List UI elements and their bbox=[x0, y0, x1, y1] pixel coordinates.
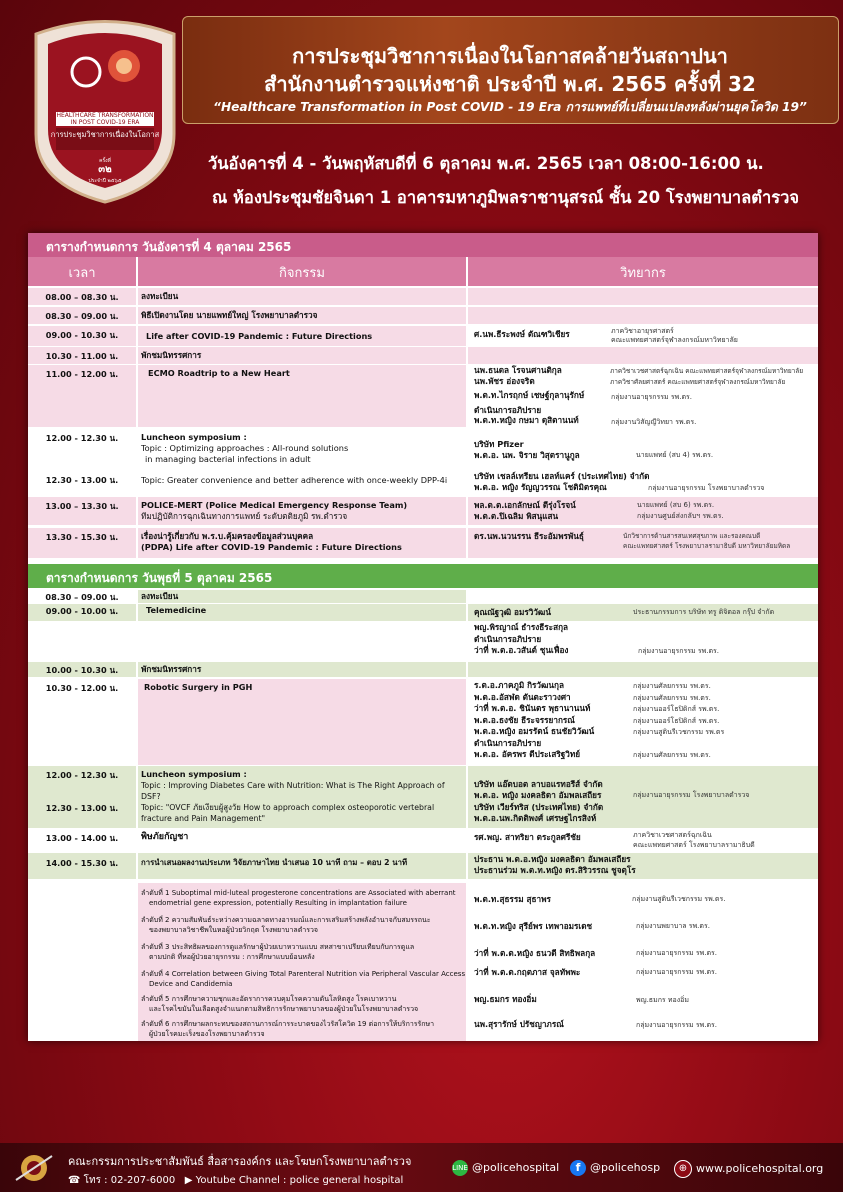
speaker-note: คณะแพทยศาสตร์ โรงพยาบาลรามาธิบดี bbox=[633, 841, 755, 849]
conference-logo bbox=[26, 14, 184, 204]
speaker-note: กลุ่มงานศัลยกรรม รพ.ตร. bbox=[633, 682, 711, 690]
logo-line4: ครั้งที่ bbox=[99, 158, 111, 164]
row-activity: POLICE-MERT (Police Medical Emergency Response Team) bbox=[141, 500, 408, 510]
logo-num: ๓๒ bbox=[98, 164, 112, 175]
youtube-icon: ▶ bbox=[184, 1175, 193, 1186]
list-item bbox=[28, 992, 818, 1016]
paper-title: Device and Candidemia bbox=[149, 979, 233, 988]
table-row bbox=[28, 662, 818, 677]
speaker-note: กลุ่มงานอายุรกรรม รพ.ตร. bbox=[636, 949, 717, 957]
speaker-note: นักวิชาการด้านสารสนเทศสุขภาพ และรองคณบดี bbox=[623, 532, 761, 540]
day2-header bbox=[28, 564, 818, 588]
row-activity: ลงทะเบียน bbox=[141, 291, 179, 301]
footer-youtube[interactable]: Youtube Channel : police general hospital bbox=[195, 1175, 404, 1186]
speaker-note: กลุ่มงานอายุรกรรม รพ.ตร. bbox=[636, 1021, 717, 1029]
row-time: 08.30 – 09.00 น. bbox=[45, 592, 119, 602]
table-row bbox=[28, 288, 818, 305]
table-row bbox=[28, 471, 818, 495]
row-time: 08.00 – 08.30 น. bbox=[45, 292, 119, 302]
conference-title: การประชุมวิชาการเนื่องในโอกาสคล้ายวันสถาปนา bbox=[292, 44, 728, 68]
row-time: 12.30 - 13.00 น. bbox=[45, 803, 119, 813]
speaker-note: กลุ่มงานอายุรกรรม รพ.ตร. bbox=[638, 647, 719, 655]
list-item bbox=[28, 940, 818, 964]
speaker-note: กลุ่มงานอายุรกรรม โรงพยาบาลตำรวจ bbox=[633, 791, 750, 799]
row-activity: Topic: "OVCF ภัยเงียบผู้สูงวัย How to approach complex osteoporotic vertebral bbox=[141, 803, 435, 812]
footer-facebook[interactable] bbox=[570, 1160, 660, 1176]
speaker-name: ร.ต.อ.ภาคภูมิ กิรวัฒนกุล bbox=[474, 680, 564, 690]
speaker-name: พ.ต.ต.ปิเฉลิม พิสนุแสน bbox=[474, 511, 559, 521]
paper-title: ลำดับที่ 5 การศึกษาความชุกและอัตราการควบคุมโรคความดันโลหิตสูง โรคเบาหวาน bbox=[141, 995, 397, 1003]
row-activity: Luncheon symposium : bbox=[141, 432, 247, 442]
speaker-note: พญ.ธมกร ทองอิ่ม bbox=[636, 996, 689, 1004]
col-speaker: วิทยากร bbox=[468, 257, 818, 286]
moderator-label: ดำเนินการอภิปราย bbox=[474, 633, 542, 644]
speaker-name: นพ.พัชร อ่องจริต bbox=[474, 375, 535, 386]
speaker-note: นายแพทย์ (สบ 4) รพ.ตร. bbox=[636, 451, 714, 459]
hospital-emblem-icon bbox=[14, 1150, 54, 1186]
list-item bbox=[28, 886, 818, 910]
speaker-note: นายแพทย์ (สบ 6) รพ.ตร. bbox=[637, 501, 715, 509]
paper-title: endometrial gene expression, potentially Resulting in implantation failure bbox=[149, 898, 407, 907]
moderator-label: ดำเนินการอภิปราย bbox=[474, 404, 542, 415]
globe-icon: ⊕ bbox=[674, 1160, 692, 1178]
table-row bbox=[28, 679, 818, 765]
speaker-name: ว่าที่ พ.ต.อ.วสันต์ ชุนเฟื่อง bbox=[474, 645, 569, 655]
speaker-name: พ.ต.ท.หญิง กษมา ดุสิตานนท์ bbox=[474, 415, 579, 425]
table-row bbox=[28, 853, 818, 879]
speaker-note: กลุ่มงานออร์โธปิดิกส์ รพ.ตร. bbox=[633, 705, 720, 713]
table-row bbox=[28, 307, 818, 324]
table-row bbox=[28, 766, 818, 828]
row-activity: Robotic Surgery in PGH bbox=[144, 682, 253, 692]
table-row bbox=[28, 497, 818, 525]
row-time: 10.30 - 12.00 น. bbox=[45, 683, 119, 693]
conference-theme: “Healthcare Transformation in Post COVID - 19 Era การแพทย์ที่เปลี่ยนแปลงหลังผ่านยุคโควิด 19” bbox=[213, 100, 807, 114]
footer-line-handle[interactable]: @policehospital bbox=[472, 1161, 560, 1174]
row-time: 12.00 - 12.30 น. bbox=[45, 433, 119, 443]
day1-column-headers bbox=[28, 257, 818, 286]
speaker-note: กลุ่มงานพยาบาล รพ.ตร. bbox=[636, 922, 710, 930]
row-time: 13.30 - 15.30 น. bbox=[45, 532, 119, 542]
logo-line3: การประชุมวิชาการเนื่องในโอกาส bbox=[50, 130, 160, 139]
paper-title: ตามปกติ ที่หอผู้ป่วยอายุรกรรม : การศึกษาแบบย้อนหลัง bbox=[149, 952, 315, 961]
row-time: 08.30 – 09.00 น. bbox=[45, 311, 119, 321]
schedule-panel bbox=[28, 233, 818, 1041]
speaker-name: พญ.ธมกร ทองอิ่ม bbox=[474, 994, 537, 1004]
table-row bbox=[28, 829, 818, 851]
paper-title: ลำดับที่ 4 Correlation between Giving Total Parenteral Nutrition via Peripheral Vascular Access bbox=[141, 970, 466, 978]
footer-org: คณะกรรมการประชาสัมพันธ์ สื่อสารองค์กร และโฆษกโรงพยาบาลตำรวจ bbox=[68, 1155, 412, 1168]
row-activity: พักชมนิทรรศการ bbox=[141, 350, 202, 360]
table-row bbox=[28, 604, 818, 621]
row-activity: พักชมนิทรรศการ bbox=[141, 664, 202, 674]
speaker-name: นพ.ธนดล โรจนศานติกุล bbox=[474, 365, 562, 375]
speaker-name: ประธาน พ.ต.อ.หญิง มงคลธิดา อัมพลเสถียร bbox=[474, 854, 631, 864]
event-venue: ณ ห้องประชุมชัยจินดา 1 อาคารมหาภูมิพลราชานุสรณ์ ชั้น 20 โรงพยาบาลตำรวจ bbox=[212, 188, 800, 207]
day1-header bbox=[28, 233, 818, 257]
row-activity-detail: Topic : Improving Diabetes Care with Nutrition: What is The Right Approach of DSF? bbox=[141, 781, 445, 801]
row-activity-detail: ทีมปฏิบัติการฉุกเฉินทางการแพทย์ ระดับตติยภูมิ รพ.ตำรวจ bbox=[141, 511, 348, 521]
row-activity: Life after COVID-19 Pandemic : Future Directions bbox=[146, 331, 373, 341]
speaker-name: บริษัท เวียร์ทริส (ประเทศไทย) จำกัด bbox=[474, 802, 604, 812]
footer-contact bbox=[68, 1173, 403, 1188]
speaker-note: กลุ่มงานอายุรกรรม รพ.ตร. bbox=[636, 968, 717, 976]
row-time: 10.30 - 11.00 น. bbox=[45, 351, 119, 361]
speaker-name: พ.ต.อ.นพ.กิตติพงศ์ เศรษฐไกรสิงห์ bbox=[474, 813, 597, 823]
row-activity: Topic: Greater convenience and better adherence with once-weekly DPP-4i bbox=[141, 475, 448, 485]
conference-subtitle: สำนักงานตำรวจแห่งชาติ ประจำปี พ.ศ. 2565 ครั้งที่ 32 bbox=[264, 72, 756, 96]
speaker-name: ดร.นพ.นวนรรน ธีระอัมพรพันธุ์ bbox=[474, 531, 584, 541]
speaker-name: พล.ต.ต.เอกลักษณ์ ดีรุ่งโรจน์ bbox=[474, 500, 576, 510]
speaker-note: กลุ่มงานศูนย์ส่งกลับฯ รพ.ตร. bbox=[637, 512, 724, 520]
facebook-icon: f bbox=[570, 1160, 586, 1176]
speaker-name: บริษัท Pfizer bbox=[474, 439, 524, 449]
table-row bbox=[28, 326, 818, 346]
event-date: วันอังคารที่ 4 - วันพฤหัสบดีที่ 6 ตุลาคม พ.ศ. 2565 เวลา 08:00-16:00 น. bbox=[208, 154, 764, 173]
speaker-name: บริษัท เชลล์เทรียน เฮลท์แคร์ (ประเทศไทย) จำกัด bbox=[474, 471, 650, 481]
list-item bbox=[28, 913, 818, 937]
speaker-note: กลุ่มงานอายุรกรรม รพ.ตร. bbox=[611, 393, 692, 401]
row-activity: ลงทะเบียน bbox=[141, 591, 179, 601]
row-activity: ECMO Roadtrip to a New Heart bbox=[148, 368, 290, 378]
speaker-note: ภาควิชาเวชศาสตร์ฉุกเฉิน bbox=[633, 831, 712, 839]
row-time: 11.00 - 12.00 น. bbox=[45, 369, 119, 379]
row-activity-detail: in managing bacterial infections in adult bbox=[145, 454, 311, 464]
logo-line1: HEALTHCARE TRANSFORMATION bbox=[56, 112, 154, 119]
row-time: 10.00 - 10.30 น. bbox=[45, 665, 119, 675]
speaker-name: พ.ต.ท.สุธรรม สุธาพร bbox=[474, 894, 551, 904]
day1-title: ตารางกำหนดการ วันอังคารที่ 4 ตุลาคม 2565 bbox=[46, 240, 292, 254]
row-activity: เรื่องน่ารู้เกี่ยวกับ พ.ร.บ.คุ้มครองข้อมูลส่วนบุคคล bbox=[141, 531, 314, 541]
speaker-note: คณะแพทยศาสตร์จุฬาลงกรณ์มหาวิทยาลัย bbox=[611, 336, 738, 344]
paper-title: ของพยาบาลวิชาชีพในหอผู้ป่วยวิกฤต โรงพยาบาลตำรวจ bbox=[149, 925, 318, 934]
footer-facebook-handle[interactable]: @policehosp bbox=[590, 1161, 661, 1174]
table-row bbox=[28, 429, 818, 469]
col-time: เวลา bbox=[28, 257, 136, 286]
logo-line5: ประจำปี ๒๕๖๕ bbox=[88, 178, 122, 184]
row-activity: Luncheon symposium : bbox=[141, 769, 247, 779]
speaker-note: กลุ่มงานวิสัญญีวิทยา รพ.ตร. bbox=[611, 418, 697, 426]
row-time: 09.00 - 10.00 น. bbox=[45, 606, 119, 616]
footer-web[interactable] bbox=[674, 1160, 823, 1178]
day2-title: ตารางกำหนดการ วันพุธที่ 5 ตุลาคม 2565 bbox=[46, 571, 273, 585]
speaker-name: ประธานร่วม พ.ต.ท.หญิง ดร.สิริวรรณ ชูจตุโร bbox=[474, 865, 636, 875]
speaker-note: ภาควิชาอายุรศาสตร์ bbox=[611, 327, 674, 335]
speaker-name: พ.ต.ท.ไกรฤกษ์ เชษฐ์กุลานุรักษ์ bbox=[474, 390, 585, 400]
paper-title: ลำดับที่ 2 ความสัมพันธ์ระหว่างความฉลาดทางอารมณ์และการเสริมสร้างพลังอำนาจกับสมรรถนะ bbox=[141, 916, 431, 924]
list-item bbox=[28, 1017, 818, 1041]
speaker-name: พ.ต.อ.หญิง อมรรัตน์ ธนชัยวิวัฒน์ bbox=[474, 726, 595, 736]
row-time: 13.00 – 13.30 น. bbox=[45, 501, 119, 511]
speaker-note: กลุ่มงานอายุรกรรม โรงพยาบาลตำรวจ bbox=[648, 484, 765, 492]
speaker-name: พ.ต.อ. หญิง รัญญวรรณ โชติมิตรคุณ bbox=[474, 482, 607, 492]
speaker-name: รศ.พญ. สาทริยา ตระกูลศรีชัย bbox=[474, 832, 581, 842]
speaker-note: ภาควิชาเวชศาสตร์ฉุกเฉิน คณะแพทยศาสตร์จุฬาลงกรณ์มหาวิทยาลัย bbox=[610, 367, 804, 375]
speaker-note: คณะแพทยศาสตร์ โรงพยาบาลรามาธิบดี มหาวิทยาลัยมหิดล bbox=[623, 542, 791, 550]
speaker-note: กลุ่มงานสูตินรีเวชกรรม รพ.ตร. bbox=[632, 895, 726, 903]
speaker-note: กลุ่มงานสูตินรีเวชกรรม รพ.ตร bbox=[633, 728, 725, 736]
table-row bbox=[28, 528, 818, 558]
row-activity-detail: Topic : Optimizing approaches : All-round solutions bbox=[141, 443, 349, 453]
list-item bbox=[28, 967, 818, 991]
row-activity: การนำเสนอผลงานประเภท วิจัยภาษาไทย นำเสนอ 10 นาที ถาม – ตอบ 2 นาที bbox=[141, 858, 408, 867]
speaker-name: ศ.นพ.ธีระพงษ์ ตัณฑวิเชียร bbox=[474, 329, 570, 339]
row-time: 09.00 - 10.30 น. bbox=[45, 330, 119, 340]
footer-phone: โทร : 02-207-6000 bbox=[83, 1175, 176, 1186]
paper-title: ลำดับที่ 1 Suboptimal mid-luteal progesterone concentrations are Associated with aberrant bbox=[141, 889, 456, 897]
row-activity: พิธีเปิดงานโดย นายแพทย์ใหญ่ โรงพยาบาลตำรวจ bbox=[141, 310, 318, 320]
paper-title: และโรคไขมันในเลือดสูงจำแนกตามสิทธิการรักษาพยาบาลของผู้ป่วยในโรงพยาบาลตำรวจ bbox=[149, 1004, 419, 1013]
paper-title: ผู้ป่วยโรคมะเร็งของโรงพยาบาลตำรวจ bbox=[149, 1029, 265, 1038]
speaker-note: ประธานกรรมการ บริษัท ทรู ดิจิตอล กรุ๊ป จำกัด bbox=[633, 608, 775, 616]
table-row bbox=[28, 622, 818, 660]
row-activity-detail: (PDPA) Life after COVID-19 Pandemic : Future Directions bbox=[141, 542, 402, 552]
speaker-name: พ.ต.อ. อัครพร ดีประเสริฐวิทย์ bbox=[474, 749, 581, 759]
line-icon: LINE bbox=[452, 1160, 468, 1176]
footer-line[interactable] bbox=[452, 1160, 559, 1176]
table-row bbox=[28, 590, 818, 603]
speaker-name: พ.ต.อ. นพ. จิราย วิสุตรานูกูล bbox=[474, 450, 580, 460]
row-activity: พิษภัยกัญชา bbox=[141, 832, 189, 842]
speaker-name: คุณณัฐวุฒิ อมรวิวัฒน์ bbox=[474, 607, 551, 617]
speaker-note: กลุ่มงานศัลยกรรม รพ.ตร. bbox=[633, 693, 711, 702]
speaker-name: พ.ต.ท.หญิง สุรีย์พร เทพาอมรเดช bbox=[474, 921, 593, 931]
speaker-name: ว่าที่ พ.ต.ต.กฤตภาส จุลทัพพะ bbox=[474, 967, 581, 977]
moderator-label: ดำเนินการอภิปราย bbox=[474, 737, 542, 748]
footer-website[interactable]: www.policehospital.org bbox=[696, 1162, 824, 1175]
speaker-name: พ.ต.อ. หญิง มงคลธิดา อัมพลเสถียร bbox=[474, 790, 602, 800]
row-time: 14.00 - 15.30 น. bbox=[45, 858, 119, 868]
phone-icon: ☎ bbox=[68, 1175, 81, 1186]
paper-title: ลำดับที่ 6 การศึกษาผลกระทบของสถานการณ์การระบาดของไวรัสโควิด 19 ต่อการให้บริการรักษา bbox=[141, 1020, 435, 1028]
speaker-name: นพ.สุรารักษ์ ปรัชญาภรณ์ bbox=[474, 1019, 564, 1029]
table-row bbox=[28, 347, 818, 364]
paper-title: ลำดับที่ 3 ประสิทธิผลของการดูแลรักษาผู้ป่วยเบาหวานแบบ สหสาขาเปรียบเทียบกับการดูแล bbox=[141, 943, 415, 951]
table-row bbox=[28, 365, 818, 427]
speaker-note: ภาควิชาศัลยศาสตร์ คณะแพทยศาสตร์จุฬาลงกรณ์มหาวิทยาลัย bbox=[610, 377, 786, 386]
speaker-name: พญ.พิรญาณ์ ธำรงธีระสกุล bbox=[474, 622, 569, 632]
speaker-note: กลุ่มงานศัลยกรรม รพ.ตร. bbox=[633, 751, 711, 759]
speaker-name: พ.ต.อ.อัสฬด ตันตะราวงศา bbox=[474, 691, 571, 702]
speaker-note: กลุ่มงานออร์โธปิดิกส์ รพ.ตร. bbox=[633, 716, 720, 725]
row-time: 12.00 - 12.30 น. bbox=[45, 770, 119, 780]
row-activity: Telemedicine bbox=[146, 605, 207, 615]
speaker-name: ว่าที่ พ.ต.อ. ชินันตร พุธานานนท์ bbox=[474, 703, 591, 713]
logo-line2: IN POST COVID-19 ERA bbox=[70, 119, 140, 126]
row-time: 13.00 - 14.00 น. bbox=[45, 833, 119, 843]
row-activity-detail: fracture and Pain Management" bbox=[141, 814, 266, 823]
speaker-name: พ.ต.อ.ธงชัย ธีระจรรยากรณ์ bbox=[474, 714, 575, 725]
speaker-name: ว่าที่ พ.ต.ต.หญิง ธนวดี สิทธิพลกุล bbox=[474, 948, 596, 958]
speaker-name: บริษัท แอ๊ตบอต ลาบอแรทอรีส์ จำกัด bbox=[474, 779, 603, 789]
row-time: 12.30 - 13.00 น. bbox=[45, 475, 119, 485]
col-activity: กิจกรรม bbox=[138, 257, 466, 286]
